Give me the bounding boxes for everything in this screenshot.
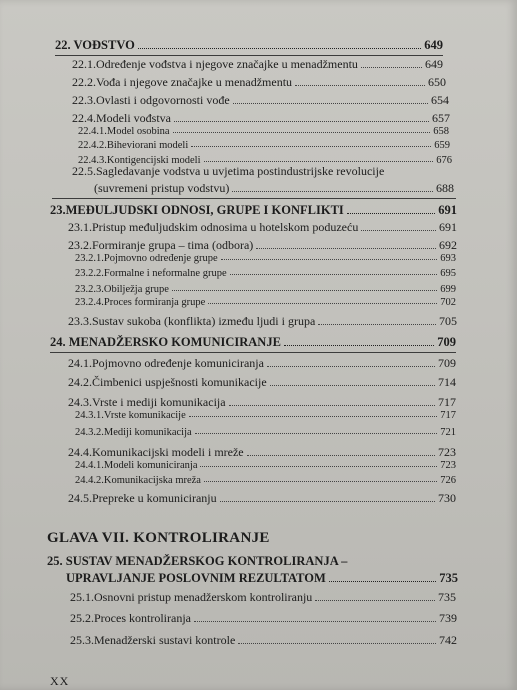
toc-title: 23.2.2.Formalne i neformalne grupe (75, 268, 227, 279)
toc-page: 659 (434, 140, 450, 151)
toc-page: 699 (440, 284, 456, 295)
toc-title: 23.3.Sustav sukoba (konflikta) između ljudi i grupa (68, 314, 316, 328)
toc-page: 709 (438, 356, 456, 370)
toc-subentry (75, 297, 456, 308)
toc-page: 705 (439, 314, 457, 328)
toc-chapter-25-line1: 25. SUSTAV MENADŽERSKOG KONTROLIRANJA – (47, 554, 348, 568)
leader-dots (191, 146, 431, 147)
toc-title: (suvremeni pristup vodstvu) (94, 181, 230, 195)
toc-entry (68, 491, 456, 506)
toc-page: 692 (439, 238, 457, 252)
part-heading: GLAVA VII. KONTROLIRANJE (47, 530, 270, 546)
leader-dots (267, 366, 435, 367)
leader-dots (318, 324, 436, 325)
toc-subentry (75, 284, 456, 295)
toc-page: 709 (437, 335, 456, 349)
toc-entry (68, 395, 456, 410)
toc-subentry (75, 475, 456, 486)
toc-page: 723 (438, 445, 456, 459)
toc-title: 24. MENADŽERSKO KOMUNICIRANJE (50, 335, 281, 349)
leader-dots (204, 161, 434, 162)
toc-chapter-22 (55, 38, 443, 53)
leader-dots (347, 213, 435, 214)
leader-dots (295, 85, 425, 86)
toc-page: 726 (440, 475, 456, 486)
toc-entry (68, 238, 457, 253)
leader-dots (208, 303, 437, 304)
leader-dots (329, 581, 436, 582)
toc-page: 658 (433, 126, 449, 137)
toc-page: 702 (440, 297, 456, 308)
toc-entry (70, 611, 457, 626)
leader-dots (247, 455, 435, 456)
toc-title: 24.1.Pojmovno određenje komuniciranja (68, 356, 264, 370)
toc-page: 723 (440, 460, 456, 471)
toc-title: 22.4.2.Biheviorani modeli (78, 140, 189, 151)
toc-title: 24.2.Čimbenici uspješnosti komunikacije (68, 375, 267, 389)
toc-title: 24.4.1.Modeli komuniciranja (75, 460, 198, 471)
toc-chapter-24 (50, 335, 456, 350)
toc-page: 649 (425, 57, 443, 71)
toc-title: 23.2.Formiranje grupa – tima (odbora) (68, 238, 254, 252)
toc-subentry (75, 410, 456, 421)
leader-dots (361, 67, 422, 68)
toc-subentry (78, 140, 450, 151)
toc-chapter-25 (66, 571, 458, 586)
leader-dots (220, 501, 435, 502)
toc-page: 721 (440, 427, 456, 438)
toc-entry (72, 57, 443, 72)
leader-dots (256, 248, 436, 249)
toc-page: 688 (436, 181, 454, 195)
page-number-footer: XX (50, 674, 70, 688)
toc-page: 735 (438, 590, 456, 604)
toc-page: 717 (440, 410, 456, 421)
leader-dots (194, 621, 436, 622)
leader-dots (270, 385, 435, 386)
toc-page: 649 (424, 38, 443, 52)
leader-dots (284, 345, 434, 346)
toc-entry (68, 220, 457, 235)
toc-title: 24.3.2.Mediji komunikacija (75, 427, 192, 438)
toc-page: 735 (439, 571, 458, 585)
toc-title: UPRAVLJANJE POSLOVNIM REZULTATOM (66, 571, 326, 585)
toc-title: 24.4.Komunikacijski modeli i mreže (68, 445, 244, 459)
toc-entry (72, 111, 450, 126)
toc-title: 23.MEĐULJUDSKI ODNOSI, GRUPE I KONFLIKTI (50, 203, 344, 217)
toc-entry (70, 590, 456, 605)
toc-title: 25.1.Osnovni pristup menadžerskom kontroliranju (70, 590, 313, 604)
toc-page: 742 (439, 633, 457, 647)
toc-title: 22.4.3.Kontigencijski modeli (78, 155, 201, 166)
toc-title: 24.4.2.Komunikacijska mreža (75, 475, 201, 486)
toc-page: 691 (439, 220, 457, 234)
chapter-underline (50, 352, 456, 353)
toc-entry (68, 314, 457, 329)
toc-page: 714 (438, 375, 456, 389)
leader-dots (233, 103, 428, 104)
toc-entry-line1: 22.5.Sagledavanje vodstva u uvjetima postindustrijske revolucije (72, 164, 385, 178)
leader-dots (174, 121, 429, 122)
toc-page: 650 (428, 75, 446, 89)
toc-entry (70, 633, 457, 648)
toc-title: 24.5.Prepreke u komuniciranju (68, 491, 217, 505)
toc-subentry (75, 460, 456, 471)
toc-title: 24.3.Vrste i mediji komunikacija (68, 395, 226, 409)
toc-entry (72, 93, 449, 108)
toc-title: 22.3.Ovlasti i odgovornosti vođe (72, 93, 230, 107)
toc-title: 23.2.4.Proces formiranja grupe (75, 297, 206, 308)
toc-title: 22. VOĐSTVO (55, 38, 135, 52)
leader-dots (361, 230, 436, 231)
section-divider (52, 198, 456, 199)
leader-dots (195, 433, 438, 434)
leader-dots (221, 259, 438, 260)
toc-chapter-23 (50, 203, 457, 218)
leader-dots (200, 466, 437, 467)
toc-title: 23.1.Pristup međuljudskim odnosima u hotelskom poduzeću (68, 220, 359, 234)
leader-dots (229, 405, 435, 406)
toc-entry (72, 75, 446, 90)
toc-title: 22.2.Vođa i njegove značajke u menadžmentu (72, 75, 293, 89)
toc-entry (68, 445, 456, 460)
toc-page: 654 (431, 93, 449, 107)
toc-page: 739 (439, 611, 457, 625)
leader-dots (204, 481, 437, 482)
toc-page: 730 (438, 491, 456, 505)
toc-title: 25.2.Proces kontroliranja (70, 611, 191, 625)
toc-page: 695 (440, 268, 456, 279)
toc-title: 22.4.1.Model osobina (78, 126, 170, 137)
leader-dots (138, 48, 421, 49)
toc-subentry (75, 253, 456, 264)
toc-entry (68, 375, 456, 390)
toc-title: 23.2.3.Obilježja grupe (75, 284, 169, 295)
toc-page: 693 (440, 253, 456, 264)
toc-entry (68, 356, 456, 371)
toc-title: 22.1.Određenje vođstva i njegove značajke u menadžmentu (72, 57, 358, 71)
leader-dots (238, 643, 436, 644)
toc-page: 676 (436, 155, 452, 166)
toc-entry (94, 181, 454, 196)
toc-subentry (75, 427, 456, 438)
chapter-underline (55, 55, 443, 56)
leader-dots (315, 600, 435, 601)
leader-dots (172, 290, 437, 291)
leader-dots (173, 132, 431, 133)
toc-title: 23.2.1.Pojmovno određenje grupe (75, 253, 218, 264)
leader-dots (189, 416, 437, 417)
toc-subentry (75, 268, 456, 279)
toc-subentry (78, 126, 449, 137)
toc-page: 717 (438, 395, 456, 409)
toc-page: 657 (432, 111, 450, 125)
toc-title: 25.3.Menadžerski sustavi kontrole (70, 633, 236, 647)
leader-dots (230, 274, 438, 275)
leader-dots (232, 191, 433, 192)
toc-title: 24.3.1.Vrste komunikacije (75, 410, 186, 421)
toc-page: 691 (438, 203, 457, 217)
toc-title: 22.4.Modeli vođstva (72, 111, 171, 125)
